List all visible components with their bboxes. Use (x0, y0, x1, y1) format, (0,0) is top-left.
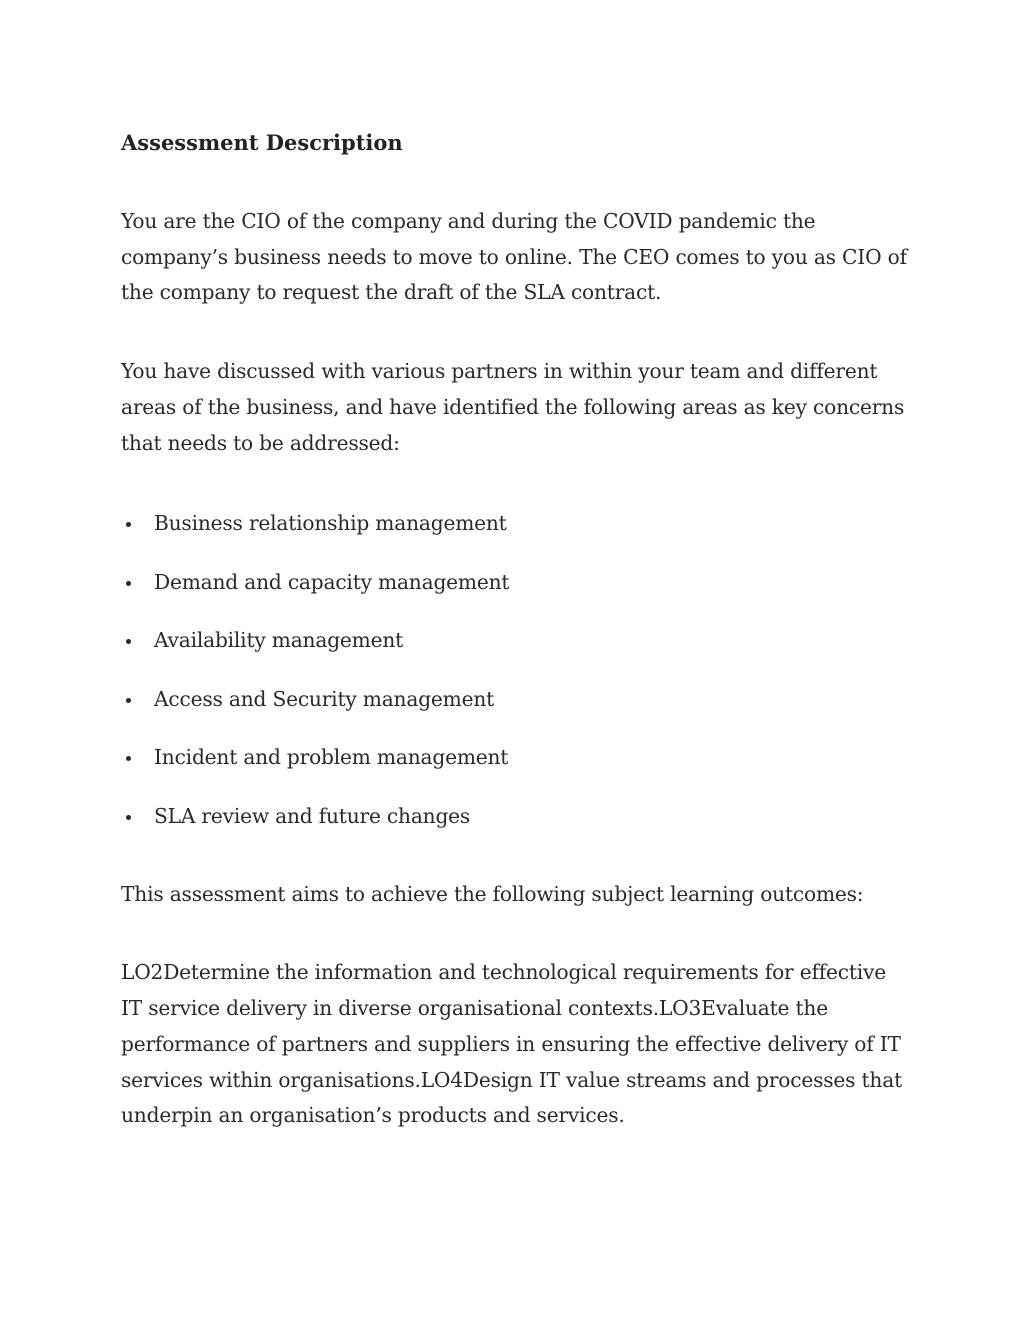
list-item (121, 565, 911, 600)
bullet-icon (126, 522, 131, 527)
concerns-list (121, 506, 911, 834)
list-item-label: Availability management (154, 628, 404, 653)
list-item (121, 740, 911, 775)
outcomes-intro-paragraph: This assessment aims to achieve the following subject learning outcomes: (121, 881, 864, 906)
bullet-icon (126, 639, 131, 644)
intro-paragraph: You are the CIO of the company and during the COVID pandemic the company’s business needs to move to online. The CEO comes to you as CIO of the company to request the draft of the SLA contract. (121, 209, 907, 305)
list-item (121, 623, 911, 658)
document-heading: Assessment Description (121, 130, 403, 155)
list-item (121, 682, 911, 717)
concerns-intro-paragraph: You have discussed with various partners in within your team and different areas of the business, and have identified the following areas as key concerns that needs to be addressed: (121, 359, 905, 455)
list-item-label: SLA review and future changes (154, 803, 471, 828)
bullet-icon (126, 756, 131, 761)
bullet-icon (126, 815, 131, 820)
list-item-label: Incident and problem management (154, 745, 509, 770)
list-item-label: Business relationship management (154, 511, 507, 536)
list-item (121, 506, 911, 541)
list-item (121, 799, 911, 834)
document-page (121, 126, 911, 1134)
bullet-icon (126, 581, 131, 586)
bullet-icon (126, 698, 131, 703)
learning-outcomes-paragraph: LO2Determine the information and technological requirements for effective IT service delivery in diverse organisational contexts.LO3Evaluate the performance of partners and suppliers in ensuring the effective delivery of IT services within organisations.LO4Design IT value streams and processes that underpin an organisation’s products and services. (121, 960, 902, 1128)
list-item-label: Access and Security management (154, 686, 495, 711)
list-item-label: Demand and capacity management (154, 569, 510, 594)
